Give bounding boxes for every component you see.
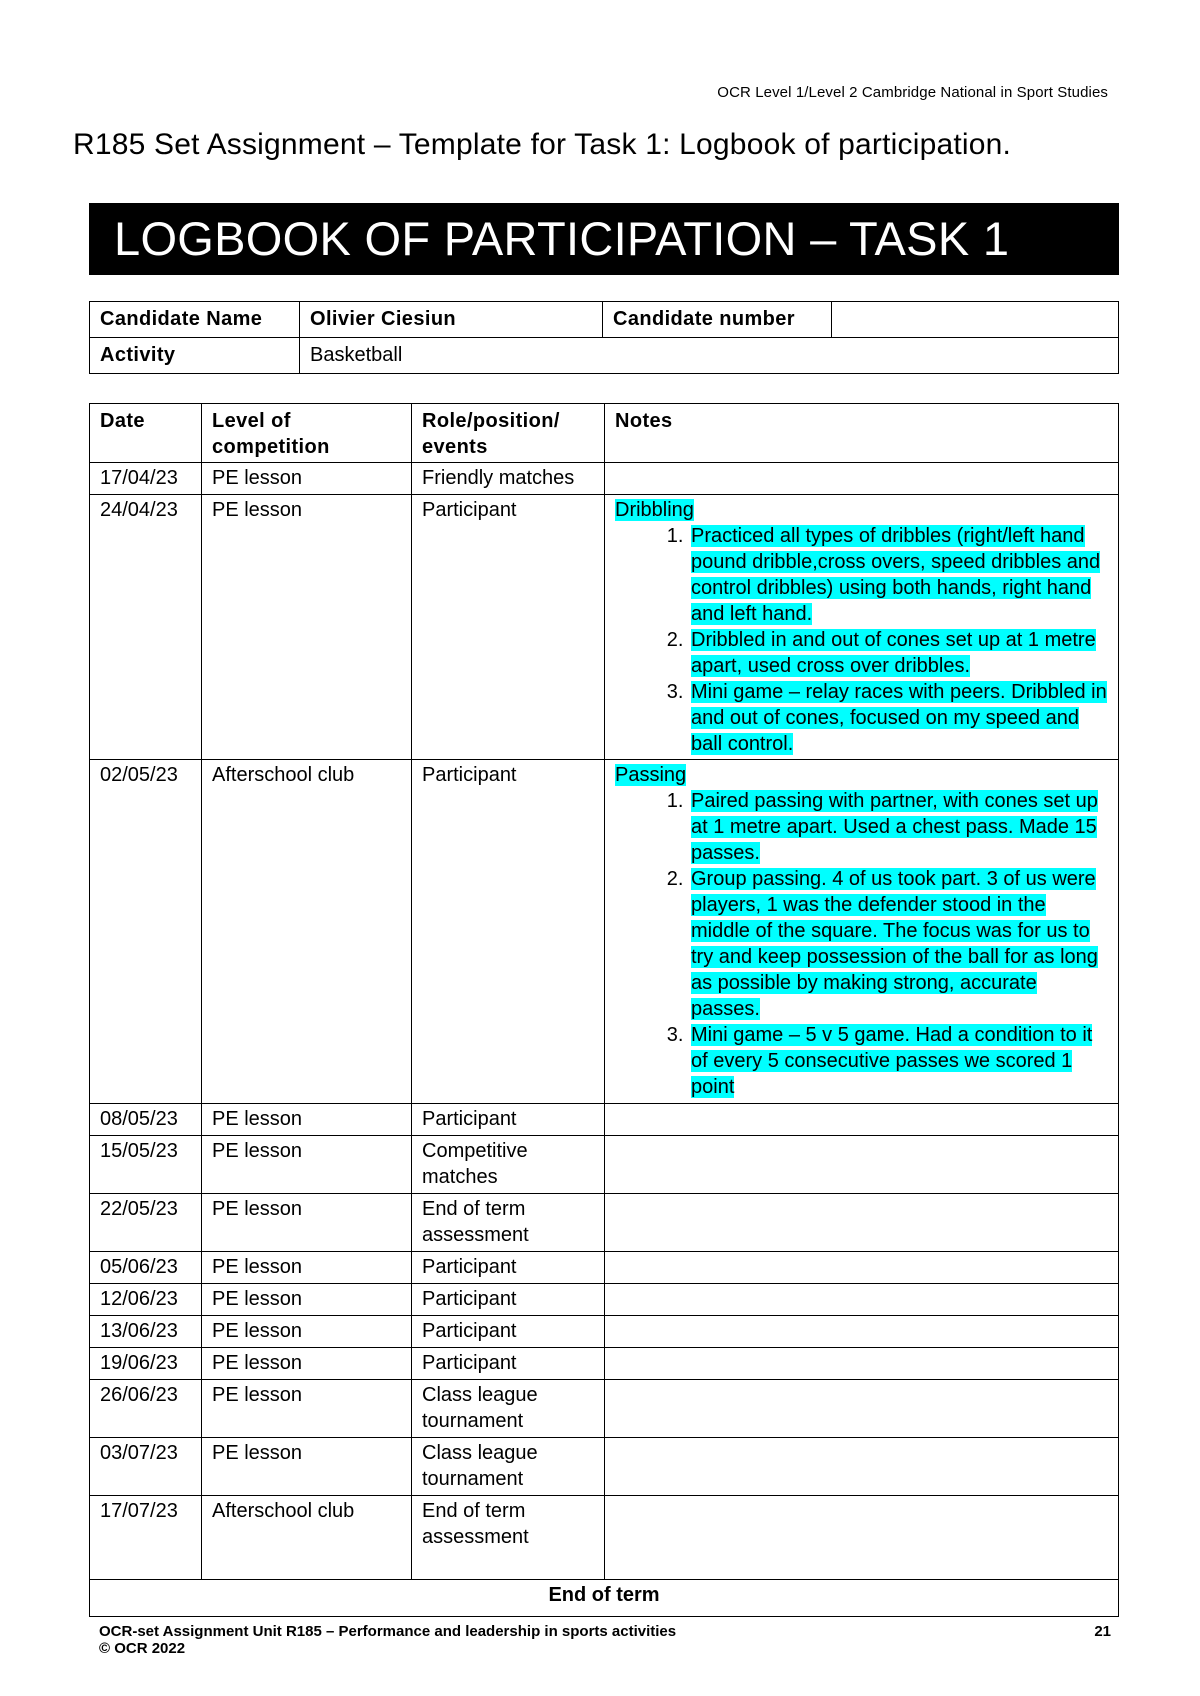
cell-date: 17/07/23 <box>90 1496 202 1580</box>
cell-level: PE lesson <box>202 1104 412 1136</box>
col-header-notes: Notes <box>605 404 1119 463</box>
table-row <box>90 1284 1119 1316</box>
cell-role: Friendly matches <box>412 463 605 495</box>
cell-date: 05/06/23 <box>90 1252 202 1284</box>
cell-notes <box>605 1104 1119 1136</box>
footer-copyright: © OCR 2022 <box>99 1640 186 1657</box>
notes-list <box>615 788 1108 1100</box>
candidate-name-label: Candidate Name <box>90 302 300 338</box>
table-row <box>90 1380 1119 1438</box>
cell-date: 15/05/23 <box>90 1136 202 1194</box>
cell-date: 19/06/23 <box>90 1348 202 1380</box>
cell-level: PE lesson <box>202 1438 412 1496</box>
cell-notes <box>605 760 1119 1104</box>
table-row <box>90 1194 1119 1252</box>
notes-list-item <box>689 1022 1108 1100</box>
col-header-level: Level of competition <box>202 404 412 463</box>
cell-role: Class league tournament <box>412 1438 605 1496</box>
cell-role: Participant <box>412 1104 605 1136</box>
activity-value: Basketball <box>300 338 1119 374</box>
table-row <box>90 1104 1119 1136</box>
table-row <box>90 1496 1119 1580</box>
cell-date: 03/07/23 <box>90 1438 202 1496</box>
cell-notes <box>605 1252 1119 1284</box>
notes-list-item <box>689 866 1108 1022</box>
cell-level: Afterschool club <box>202 760 412 1104</box>
cell-level: PE lesson <box>202 1380 412 1438</box>
end-of-term-label: End of term <box>90 1580 1119 1617</box>
cell-date: 12/06/23 <box>90 1284 202 1316</box>
footer-unit: OCR-set Assignment Unit R185 – Performance and leadership in sports activities <box>99 1623 677 1640</box>
cell-role: Participant <box>412 1316 605 1348</box>
page-number: 21 <box>1094 1623 1111 1640</box>
assignment-title: R185 Set Assignment – Template for Task 1: Logbook of participation. <box>73 128 1012 161</box>
cell-role: End of term assessment <box>412 1194 605 1252</box>
notes-list-item <box>689 627 1108 679</box>
notes-item-text: Mini game – 5 v 5 game. Had a condition to it of every 5 consecutive passes we scored 1 point <box>691 1024 1093 1098</box>
cell-notes <box>605 1316 1119 1348</box>
notes-item-text: Group passing. 4 of us took part. 3 of us were players, 1 was the defender stood in the middle of the square. The focus was for us to try and keep possession of the ball for as long as possible by making strong, accurate passes. <box>691 868 1098 1020</box>
cell-notes <box>605 1348 1119 1380</box>
notes-title: Passing <box>615 764 687 786</box>
notes-title: Dribbling <box>615 499 694 521</box>
cell-notes <box>605 1438 1119 1496</box>
cell-level: Afterschool club <box>202 1496 412 1580</box>
logbook-banner: LOGBOOK OF PARTICIPATION – TASK 1 <box>89 203 1119 275</box>
cell-level: PE lesson <box>202 1284 412 1316</box>
notes-list-item <box>689 788 1108 866</box>
cell-role: Participant <box>412 760 605 1104</box>
cell-role: Participant <box>412 1252 605 1284</box>
logbook-table <box>89 403 1119 1617</box>
cell-date: 22/05/23 <box>90 1194 202 1252</box>
cell-level: PE lesson <box>202 1136 412 1194</box>
col-header-date: Date <box>90 404 202 463</box>
cell-notes <box>605 1136 1119 1194</box>
candidate-number-value <box>832 302 1119 338</box>
notes-item-text: Dribbled in and out of cones set up at 1 metre apart, used cross over dribbles. <box>691 629 1096 677</box>
cell-date: 26/06/23 <box>90 1380 202 1438</box>
cell-level: PE lesson <box>202 1252 412 1284</box>
cell-level: PE lesson <box>202 463 412 495</box>
cell-notes <box>605 1496 1119 1580</box>
cell-role: Participant <box>412 1348 605 1380</box>
notes-list <box>615 523 1108 757</box>
table-row <box>90 463 1119 495</box>
cell-date: 24/04/23 <box>90 495 202 760</box>
cell-level: PE lesson <box>202 1194 412 1252</box>
cell-notes <box>605 1284 1119 1316</box>
candidate-name-value: Olivier Ciesiun <box>300 302 603 338</box>
cell-notes <box>605 495 1119 760</box>
cell-date: 08/05/23 <box>90 1104 202 1136</box>
table-row <box>90 760 1119 1104</box>
cell-role: Participant <box>412 495 605 760</box>
cell-role: Class league tournament <box>412 1380 605 1438</box>
cell-role: Participant <box>412 1284 605 1316</box>
logbook-header-row <box>90 404 1119 463</box>
table-row <box>90 1252 1119 1284</box>
cell-role: End of term assessment <box>412 1496 605 1580</box>
cell-level: PE lesson <box>202 1348 412 1380</box>
cell-notes <box>605 463 1119 495</box>
cell-date: 02/05/23 <box>90 760 202 1104</box>
table-row <box>90 1438 1119 1496</box>
table-row <box>90 1348 1119 1380</box>
table-row <box>90 495 1119 760</box>
candidate-number-label: Candidate number <box>603 302 832 338</box>
notes-item-text: Paired passing with partner, with cones set up at 1 metre apart. Used a chest pass. Made 15 passes. <box>691 790 1098 864</box>
cell-date: 17/04/23 <box>90 463 202 495</box>
notes-item-text: Practiced all types of dribbles (right/left hand pound dribble,cross overs, speed dribbles and control dribbles) using both hands, right hand and left hand. <box>691 525 1101 625</box>
cell-notes <box>605 1194 1119 1252</box>
col-header-role: Role/position/ events <box>412 404 605 463</box>
candidate-table <box>89 301 1119 374</box>
notes-list-item <box>689 523 1108 627</box>
table-row <box>90 1316 1119 1348</box>
cell-date: 13/06/23 <box>90 1316 202 1348</box>
table-row <box>90 1136 1119 1194</box>
cell-notes <box>605 1380 1119 1438</box>
cell-level: PE lesson <box>202 495 412 760</box>
cell-level: PE lesson <box>202 1316 412 1348</box>
header-qualification: OCR Level 1/Level 2 Cambridge National in Sport Studies <box>717 84 1108 101</box>
page-footer <box>99 1623 1111 1657</box>
notes-list-item <box>689 679 1108 757</box>
cell-role: Competitive matches <box>412 1136 605 1194</box>
activity-label: Activity <box>90 338 300 374</box>
notes-item-text: Mini game – relay races with peers. Dribbled in and out of cones, focused on my speed and ball control. <box>691 681 1107 755</box>
end-of-term-row <box>90 1580 1119 1617</box>
